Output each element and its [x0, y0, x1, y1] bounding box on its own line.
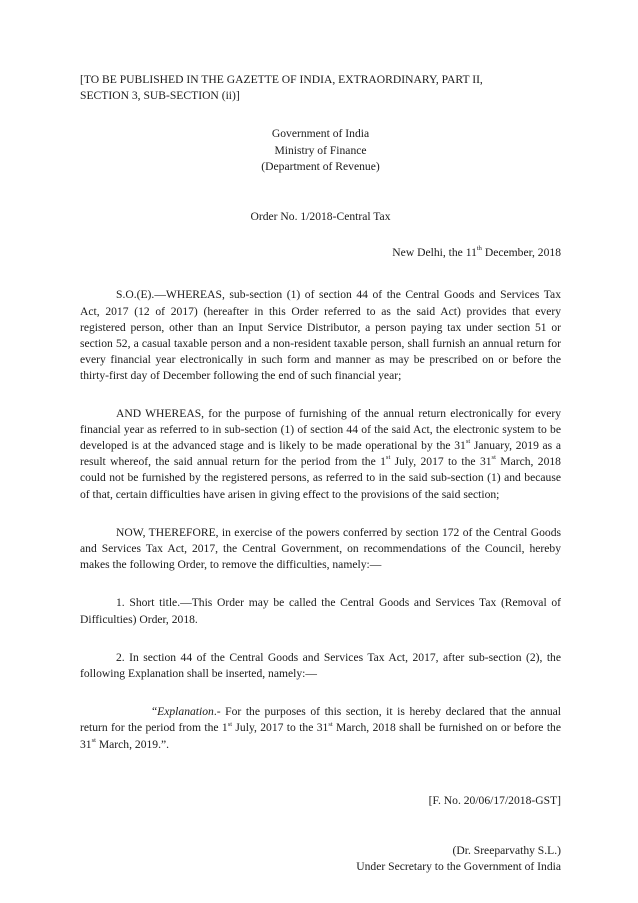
para2-sup-3: st: [491, 454, 496, 462]
file-number: [F. No. 20/06/17/2018-GST]: [428, 793, 561, 807]
department-line: (Department of Revenue): [261, 159, 380, 173]
explanation-text-3: March, 2018 shall be furnished on or before the 31: [80, 721, 561, 751]
paragraph-amendment: 2. In section 44 of the Central Goods and Services Tax Act, 2017, after sub-section (2), the following Explanation shall be inserted, namely:—: [80, 650, 561, 681]
ministry-line: Ministry of Finance: [274, 143, 367, 157]
para2-sup-2: st: [385, 454, 391, 462]
issuing-authority: [80, 126, 561, 175]
para2-text-4: March, 2018 could not be furnished by the registered persons, as referred to in the said sub-section (1) and because of that, certain difficulties have arisen in giving effect to the provisions of the said section;: [80, 455, 561, 501]
order-date-prefix: New Delhi, the 11: [392, 246, 477, 260]
explanation-text-1: .- For the purposes of this section, it is hereby declared that the annual return for the period from the 1: [80, 705, 561, 735]
order-date-sup: th: [476, 245, 482, 253]
signature-block: [80, 843, 561, 875]
gazette-heading: [80, 72, 561, 104]
para2-text-2: January, 2019 as a result whereof, the said annual return for the period from the 1: [80, 439, 561, 469]
signatory-title: Under Secretary to the Government of India: [356, 860, 561, 874]
para2-text-3: July, 2017 to the 31: [390, 455, 492, 469]
paragraph-and-whereas: [80, 406, 561, 503]
explanation-text-2: July, 2017 to the 31: [232, 721, 329, 735]
explanation-term: Explanation: [157, 705, 214, 719]
order-date-suffix: December, 2018: [481, 246, 561, 260]
explanation-sup-3: st: [91, 736, 96, 744]
paragraph-explanation: [80, 704, 561, 753]
signatory-name: (Dr. Sreeparvathy S.L.): [452, 844, 561, 858]
para2-sup-1: st: [465, 438, 471, 446]
gazette-heading-line2: SECTION 3, SUB-SECTION (ii)]: [80, 89, 240, 103]
order-number: Order No. 1/2018-Central Tax: [250, 210, 391, 224]
paragraph-short-title: 1. Short title.—This Order may be called the Central Goods and Services Tax (Removal of Difficulties) Order, 2018.: [80, 596, 561, 626]
paragraph-whereas: S.O.(E).—WHEREAS, sub-section (1) of section 44 of the Central Goods and Services Tax Act, 2017 (12 of 2017) (hereafter in this Order referred to as the said Act) provides that every registered person, other than an Input Service Distributor, a person paying tax under section 51 or section 52, a casual taxable person and a non-resident taxable person, shall furnish an annual return for every financial year electronically in such form and manner as may be prescribed on or before the thirty-first day of December following the end of such financial year;: [80, 288, 561, 383]
paragraph-now-therefore: NOW, THEREFORE, in exercise of the powers conferred by section 172 of the Central Goods and Services Tax Act, 2017, the Central Government, on recommendations of the Council, hereby makes the following Order, to remove the difficulties, namely:—: [80, 525, 561, 572]
para2-text-1: AND WHEREAS, for the purpose of furnishing of the annual return electronically for every financial year as referred to in sub-section (1) of section 44 of the said Act, the electronic system to be developed is at the advanced stage and is likely to be made operational by the 31: [80, 406, 561, 453]
explanation-open-quote: “: [152, 705, 158, 719]
document-page: [80, 72, 561, 876]
government-line: Government of India: [271, 127, 370, 141]
explanation-sup-1: st: [227, 720, 233, 728]
gazette-heading-line1: [TO BE PUBLISHED IN THE GAZETTE OF INDIA, EXTRAORDINARY, PART II,: [80, 73, 483, 86]
order-date: [80, 245, 561, 261]
explanation-sup-2: st: [328, 720, 333, 728]
explanation-text-4: March, 2019.”.: [95, 737, 170, 751]
